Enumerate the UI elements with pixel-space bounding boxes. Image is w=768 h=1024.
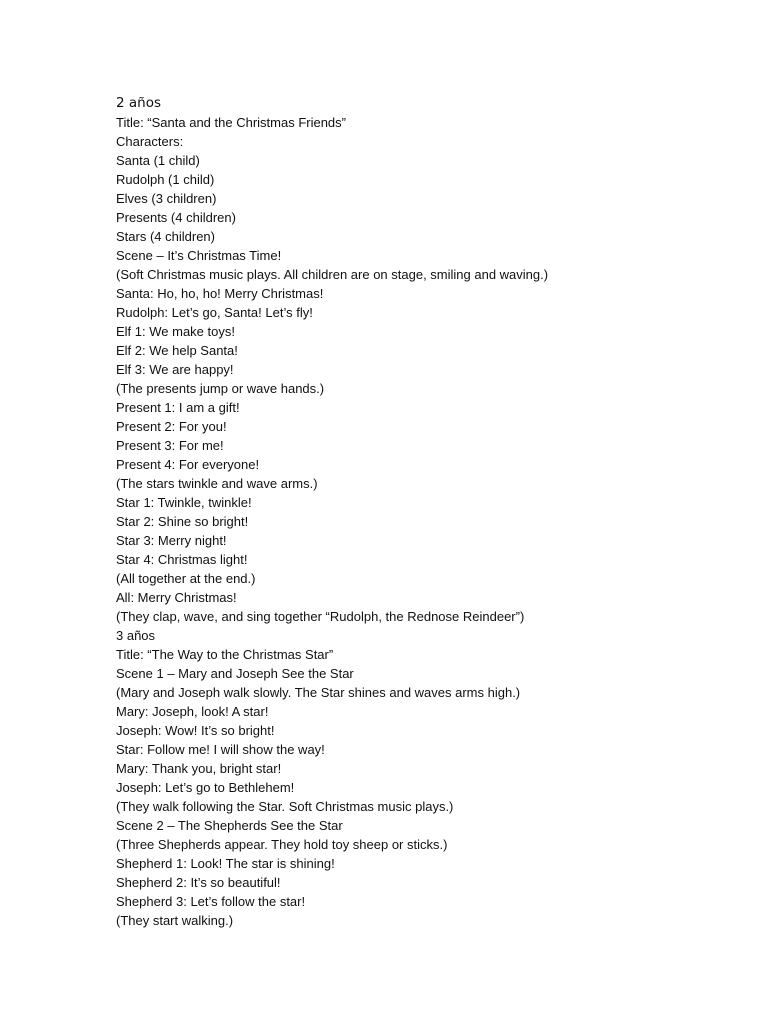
document-line: Elf 1: We make toys!	[116, 324, 235, 339]
document-line: Shepherd 3: Let’s follow the star!	[116, 894, 306, 909]
document-line: (They walk following the Star. Soft Christmas music plays.)	[116, 799, 454, 814]
document-line: Scene 1 – Mary and Joseph See the Star	[116, 666, 354, 681]
document-line: Rudolph: Let’s go, Santa! Let’s fly!	[116, 305, 313, 320]
document-line: Star 1: Twinkle, twinkle!	[116, 495, 252, 510]
document-line: All: Merry Christmas!	[116, 590, 237, 605]
document-line: Mary: Joseph, look! A star!	[116, 704, 269, 719]
document-line: (The stars twinkle and wave arms.)	[116, 476, 318, 491]
document-line: (Soft Christmas music plays. All children are on stage, smiling and waving.)	[116, 267, 549, 282]
document-line: Present 4: For everyone!	[116, 457, 260, 472]
document-line: Present 1: I am a gift!	[116, 400, 240, 415]
document-line: Star: Follow me! I will show the way!	[116, 742, 325, 757]
document-line: Mary: Thank you, bright star!	[116, 761, 282, 776]
document-line: Rudolph (1 child)	[116, 172, 215, 187]
document-line: Scene – It’s Christmas Time!	[116, 248, 282, 263]
document-line: Title: “The Way to the Christmas Star”	[116, 647, 334, 662]
document-line: Presents (4 children)	[116, 210, 236, 225]
document-line: Present 2: For you!	[116, 419, 227, 434]
document-line: Santa (1 child)	[116, 153, 200, 168]
document-line: (Three Shepherds appear. They hold toy sheep or sticks.)	[116, 837, 448, 852]
document-line: Joseph: Wow! It’s so bright!	[116, 723, 275, 738]
document-line: Elf 2: We help Santa!	[116, 343, 238, 358]
document-line: Joseph: Let’s go to Bethlehem!	[116, 780, 295, 795]
document-line: Title: “Santa and the Christmas Friends”	[116, 115, 346, 130]
document-line: (Mary and Joseph walk slowly. The Star shines and waves arms high.)	[116, 685, 521, 700]
document-body	[116, 94, 736, 930]
document-line: Shepherd 2: It’s so beautiful!	[116, 875, 281, 890]
document-line: Shepherd 1: Look! The star is shining!	[116, 856, 335, 871]
document-line: (They start walking.)	[116, 913, 234, 928]
document-line: 3 años	[116, 628, 156, 643]
document-line: Star 4: Christmas light!	[116, 552, 248, 567]
document-line: Characters:	[116, 134, 184, 149]
document-line: (The presents jump or wave hands.)	[116, 381, 325, 396]
document-line: (They clap, wave, and sing together “Rudolph, the Rednose Reindeer”)	[116, 609, 525, 624]
document-line: Elves (3 children)	[116, 191, 217, 206]
document-line: Star 2: Shine so bright!	[116, 514, 249, 529]
section-heading: 2 años	[116, 95, 162, 111]
document-line: Elf 3: We are happy!	[116, 362, 234, 377]
document-line: Scene 2 – The Shepherds See the Star	[116, 818, 343, 833]
document-line: Santa: Ho, ho, ho! Merry Christmas!	[116, 286, 324, 301]
document-line: (All together at the end.)	[116, 571, 256, 586]
document-line: Star 3: Merry night!	[116, 533, 227, 548]
document-line: Present 3: For me!	[116, 438, 224, 453]
document-line: Stars (4 children)	[116, 229, 215, 244]
